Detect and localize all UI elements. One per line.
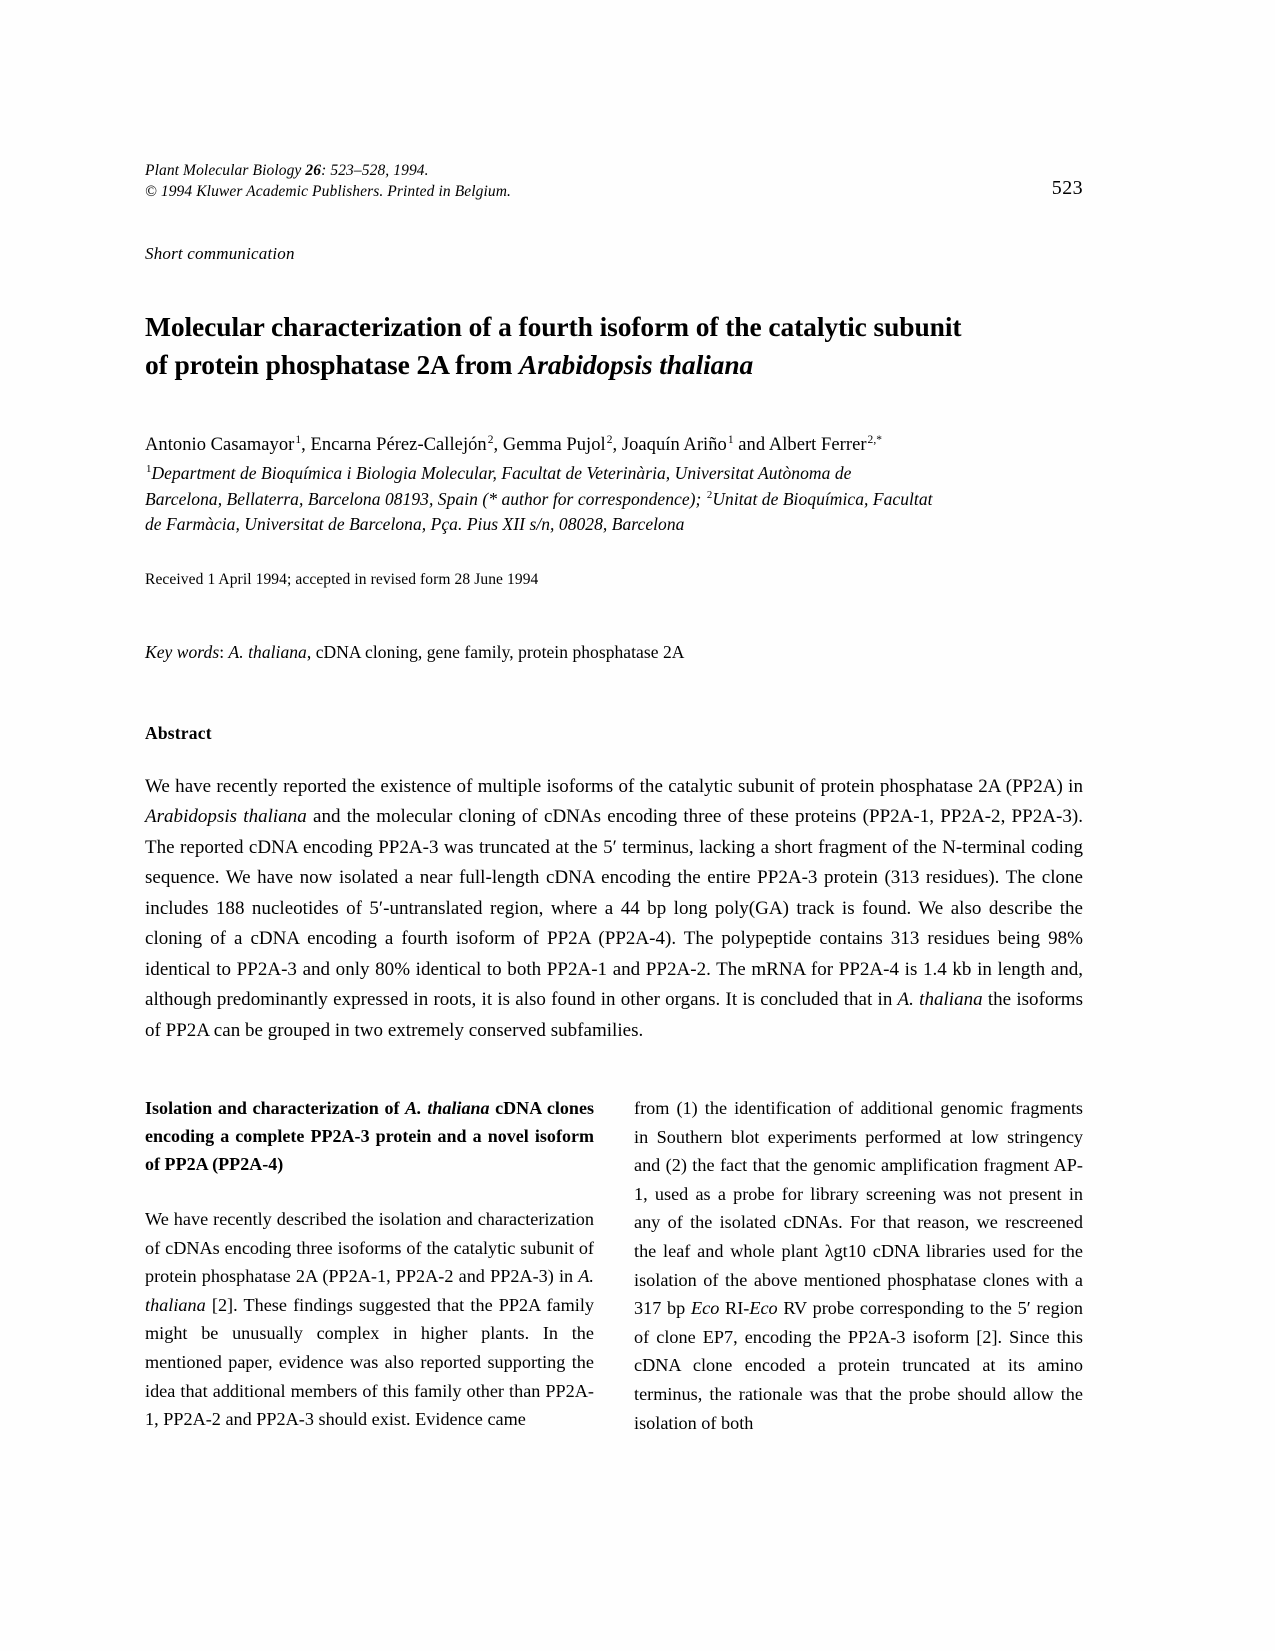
author-3: , Gemma Pujol — [493, 435, 606, 455]
author-3-affil-marker: 2 — [606, 433, 613, 446]
author-4-affil-marker: 1 — [727, 433, 734, 446]
abstract-species-2: A. thaliana — [897, 989, 983, 1010]
journal-name: Plant Molecular Biology — [145, 162, 302, 179]
article-type-label: Short communication — [145, 244, 295, 263]
journal-volume: 26 — [305, 162, 322, 179]
abstract-part-1: We have recently reported the existence of multiple isoforms of the catalytic subunit of protein phosphatase 2A (PP2A) in — [145, 775, 1083, 797]
article-title — [145, 308, 1083, 384]
author-1: Antonio Casamayor — [145, 435, 295, 455]
affiliation-line-2 — [145, 487, 1083, 513]
keywords-label: Key words — [145, 641, 220, 662]
abstract-part-2: and the molecular cloning of cDNAs encoding three of these proteins (PP2A-1, PP2A-2, PP2A-3). The reported cDNA encoding PP2A-3 was truncated at the 5′ terminus, lacking a short fragment of the N-terminal coding sequence. We have now isolated a near full-length cDNA encoding the entire PP2A-3 protein (313 residues). The clone includes 188 nucleotides of 5′-untranslated region, where a 44 bp long poly(GA) track is found. We also describe the cloning of a cDNA encoding a fourth isoform of PP2A (PP2A-4). The polypeptide contains 313 residues being 98% identical to PP2A-3 and only 80% identical to both PP2A-1 and PP2A-2. The mRNA for PP2A-4 is 1.4 kb in length and, although predominantly expressed in roots, it is also found in other organs. It is concluded that in — [145, 806, 1083, 1010]
title-line-2 — [145, 346, 1083, 384]
left-para-species: A. thaliana — [145, 1266, 594, 1315]
author-2-affil-marker: 2 — [487, 433, 494, 446]
right-column-paragraph — [634, 1094, 1083, 1437]
right-para-mid-2: RV probe corresponding to the 5′ region of clone EP7, encoding the PP2A-3 isoform [2]. Since this cDNA clone encoded a protein truncated at its amino terminus, the rationale was that the probe should allow the isolation of both — [634, 1298, 1083, 1433]
copyright-line: © 1994 Kluwer Academic Publishers. Printed in Belgium. — [145, 183, 512, 200]
received-dates: Received 1 April 1994; accepted in revised form 28 June 1994 — [145, 570, 539, 588]
affiliation-1-text-cont: Barcelona, Bellaterra, Barcelona 08193, Spain (* author for correspondence); — [145, 488, 706, 509]
keywords-line — [145, 642, 1083, 663]
right-para-part-1: from (1) the identification of additional genomic fragments in Southern blot experiments performed at low stringency and (2) the fact that the genomic amplification fragment AP-1, used as a probe for library screening was not present in any of the isolated cDNAs. For that reason, we rescreened the leaf and whole plant λgt10 cDNA libraries used for the isolation of the above mentioned phosphatase clones with a 317 bp — [634, 1098, 1083, 1319]
affiliation-1-marker: 1 — [146, 463, 152, 476]
right-para-eco-2: Eco — [749, 1298, 778, 1319]
section-heading-part-2: cDNA clones encoding a complete PP2A-3 protein and a novel isoform of PP2A (PP2A-4) — [145, 1098, 594, 1174]
left-para-part-2: [2]. These findings suggested that the PP2A family might be unusually complex in higher plants. In the mentioned paper, evidence was also reported supporting the idea that additional members of this family other than PP2A-1, PP2A-2 and PP2A-3 should exist. Evidence came — [145, 1294, 594, 1430]
keywords-separator: : — [219, 641, 229, 662]
author-1-affil-marker: 1 — [295, 433, 302, 446]
column-right — [634, 1094, 1083, 1437]
body-columns — [145, 1094, 1083, 1437]
running-head — [145, 160, 1083, 202]
journal-pages-year: : 523–528, 1994. — [321, 162, 429, 179]
abstract-part-3: the isoforms of PP2A can be grouped in two extremely conserved subfamilies. — [145, 989, 1083, 1041]
author-5-affil-marker: 2,* — [867, 433, 883, 446]
page-content — [145, 160, 1083, 1437]
page-number: 523 — [1051, 177, 1083, 199]
left-para-part-1: We have recently described the isolation and characterization of cDNAs encoding three isoforms of the catalytic subunit of protein phosphatase 2A (PP2A-1, PP2A-2 and PP2A-3) in — [145, 1209, 594, 1287]
affiliation-2-text: Unitat de Bioquímica, Facultat — [712, 488, 933, 509]
author-list — [145, 432, 1083, 459]
left-column-paragraph — [145, 1205, 594, 1434]
abstract-heading: Abstract — [145, 722, 212, 743]
abstract-species-1: Arabidopsis thaliana — [145, 806, 307, 827]
affiliation-1-text: Department de Bioquímica i Biologia Molecular, Facultat de Veterinària, Universitat Autònoma de — [151, 463, 852, 483]
affiliation-line-1 — [145, 461, 1083, 487]
keyword-species: A. thaliana — [228, 641, 307, 662]
affiliation-line-3: de Farmàcia, Universitat de Barcelona, Pça. Pius XII s/n, 08028, Barcelona — [145, 514, 685, 534]
section-heading-part-1: Isolation and characterization of — [145, 1098, 406, 1118]
journal-citation-line — [145, 160, 1083, 181]
right-para-eco-1: Eco — [691, 1298, 720, 1319]
title-line-1: Molecular characterization of a fourth isoform of the catalytic subunit — [145, 311, 962, 342]
affiliation-2-marker: 2 — [706, 488, 713, 501]
author-2: , Encarna Pérez-Callejón — [301, 435, 487, 455]
right-para-mid-1: RI- — [719, 1298, 750, 1319]
title-line-2-plain: of protein phosphatase 2A from — [145, 349, 520, 380]
abstract-text — [145, 772, 1083, 1047]
author-5: and Albert Ferrer — [733, 435, 867, 455]
section-heading — [145, 1094, 594, 1178]
author-4: , Joaquín Ariño — [612, 435, 727, 455]
affiliation-block — [145, 461, 1083, 538]
column-left — [145, 1094, 594, 1437]
section-heading-species: A. thaliana — [405, 1098, 490, 1118]
title-species-name: Arabidopsis thaliana — [519, 349, 754, 380]
keywords-rest: , cDNA cloning, gene family, protein phosphatase 2A — [306, 641, 685, 662]
